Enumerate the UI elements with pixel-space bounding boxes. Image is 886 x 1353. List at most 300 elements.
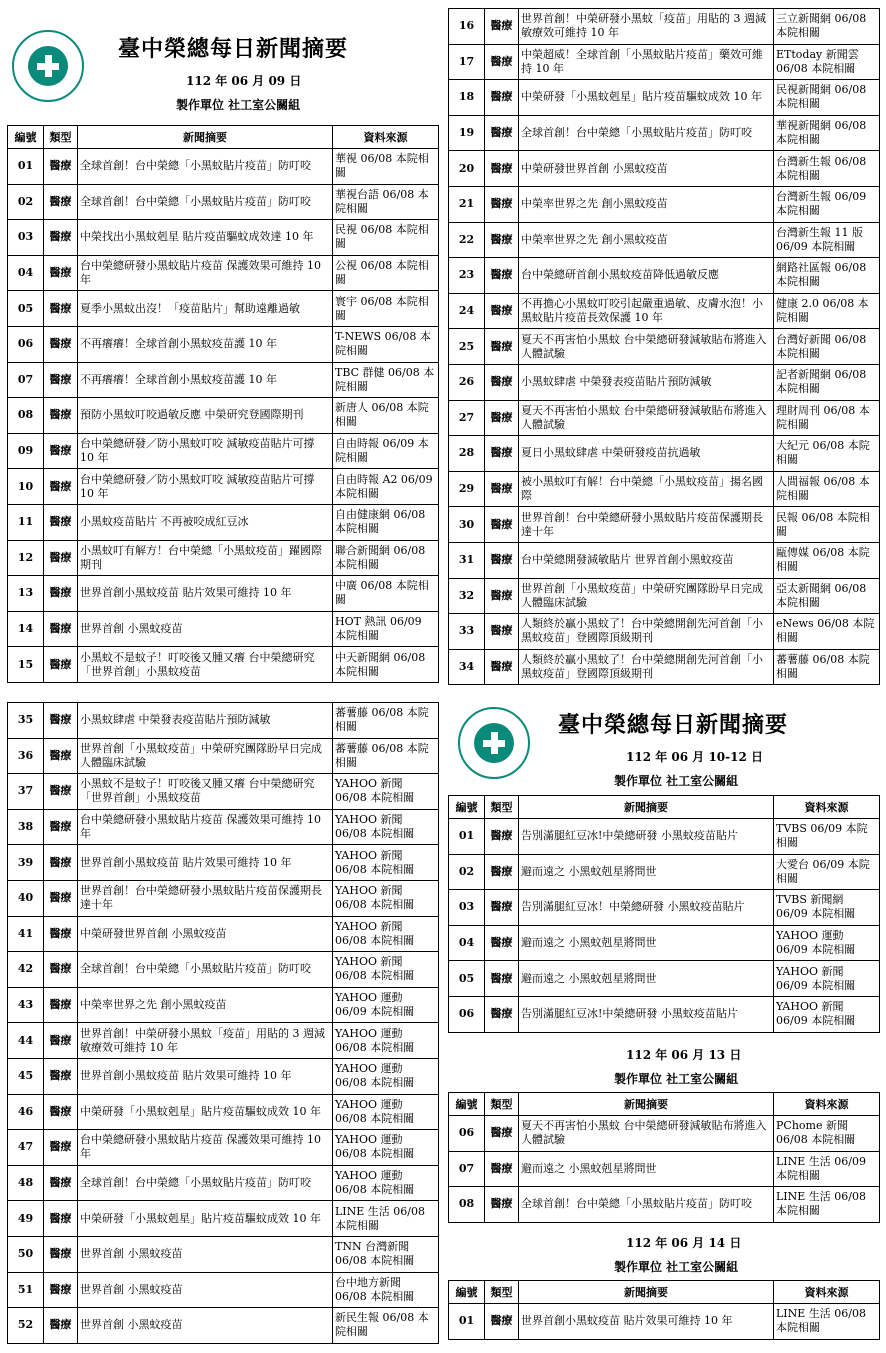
table-row [449, 222, 880, 258]
table-row [449, 80, 880, 116]
table-row [8, 504, 439, 540]
hospital-logo [12, 30, 84, 102]
news-source: HOT 熱訊 06/09 本院相關 [333, 611, 439, 647]
col-num: 編號 [8, 126, 44, 149]
news-category: 醫療 [485, 222, 519, 258]
col-summary: 新聞摘要 [78, 126, 333, 149]
table-row [8, 703, 439, 739]
table-row [449, 614, 880, 650]
news-summary: 世界首創！中榮研發小黑蚊「疫苗」用貼的 3 週減敏療效可維持 10 年 [78, 1023, 333, 1059]
news-source: 自由時報 06/09 本院相關 [333, 433, 439, 469]
news-summary: 世界首創！台中榮總研發小黑蚊貼片疫苗保護期長達十年 [78, 880, 333, 916]
news-category: 醫療 [485, 329, 519, 365]
production-unit-4: 製作單位 社工室公關組 [614, 1260, 739, 1274]
news-source: YAHOO 運動 06/08 本院相關 [333, 1058, 439, 1094]
table-row [8, 362, 439, 398]
news-number: 08 [449, 1187, 485, 1223]
news-source: YAHOO 運動 06/09 本院相關 [333, 987, 439, 1023]
news-category: 醫療 [485, 890, 519, 926]
news-number: 41 [8, 916, 44, 952]
news-source: 甌傳媒 06/08 本院相關 [774, 542, 880, 578]
table-row [8, 1130, 439, 1166]
table-row [8, 220, 439, 256]
news-number: 03 [449, 890, 485, 926]
news-category: 醫療 [44, 952, 78, 988]
news-source: LINE 生活 06/08 本院相關 [333, 1201, 439, 1237]
news-summary: 中榮研發世界首創 小黑蚊疫苗 [78, 916, 333, 952]
news-summary: 避而遠之 小黑蚊剋星將問世 [519, 1151, 774, 1187]
news-source: 華視新聞網 06/08 本院相關 [774, 115, 880, 151]
news-number: 33 [449, 614, 485, 650]
news-category: 醫療 [44, 220, 78, 256]
news-category: 醫療 [44, 1058, 78, 1094]
table-row [8, 1058, 439, 1094]
news-category: 醫療 [485, 854, 519, 890]
news-summary: 台中榮總開發減敏貼片 世界首創小黑蚊疫苗 [519, 542, 774, 578]
news-summary: 世界首創！中榮研發小黑蚊「疫苗」用貼的 3 週減敏療效可維持 10 年 [519, 9, 774, 45]
news-source: 民視 06/08 本院相關 [333, 220, 439, 256]
col-source: 資料來源 [333, 126, 439, 149]
news-summary: 全球首創！台中榮總「小黑蚊貼片疫苗」防叮咬 [519, 1187, 774, 1223]
news-source: 記者新聞網 06/08 本院相關 [774, 364, 880, 400]
table-row [449, 890, 880, 926]
news-category: 醫療 [44, 433, 78, 469]
news-category: 醫療 [44, 326, 78, 362]
news-summary: 世界首創「小黑蚊疫苗」中榮研究團隊盼早日完成人體臨床試驗 [519, 578, 774, 614]
table-row [449, 471, 880, 507]
news-summary: 小黑蚊疫苗貼片 不再被咬成紅豆冰 [78, 504, 333, 540]
production-unit: 製作單位 社工室公關組 [176, 98, 301, 112]
news-table-d [448, 795, 880, 1033]
news-summary: 小黑蚊肆虐 中榮發表疫苗貼片預防減敏 [519, 364, 774, 400]
news-source: 聯合新聞網 06/08 本院相關 [333, 540, 439, 576]
news-category: 醫療 [44, 1023, 78, 1059]
table-row [449, 186, 880, 222]
news-summary: 世界首創！台中榮總研發小黑蚊貼片疫苗保護期長達十年 [519, 507, 774, 543]
news-number: 04 [8, 255, 44, 291]
table-row [449, 1304, 880, 1340]
news-summary: 中榮率世界之先 創小黑蚊疫苗 [519, 222, 774, 258]
news-category: 醫療 [485, 151, 519, 187]
news-summary: 中榮研發「小黑蚊剋星」貼片疫苗驅蚊成效 10 年 [78, 1094, 333, 1130]
table-row [8, 774, 439, 810]
news-number: 10 [8, 469, 44, 505]
news-number: 28 [449, 436, 485, 472]
news-category: 醫療 [44, 987, 78, 1023]
news-summary: 人類終於贏小黑蚊了！台中榮總開創先河首創「小黑蚊疫苗」登國際頂級期刊 [519, 614, 774, 650]
col-num: 編號 [449, 796, 485, 819]
table-row [449, 329, 880, 365]
news-summary: 台中榮總研發小黑蚊貼片疫苗 保護效果可維持 10 年 [78, 1130, 333, 1166]
news-category: 醫療 [44, 1272, 78, 1308]
table-row [8, 1023, 439, 1059]
news-number: 11 [8, 504, 44, 540]
news-number: 03 [8, 220, 44, 256]
news-category: 醫療 [485, 80, 519, 116]
news-summary: 全球首創！台中榮總「小黑蚊貼片疫苗」防叮咬 [78, 184, 333, 220]
news-summary: 台中榮總研發小黑蚊貼片疫苗 保護效果可維持 10 年 [78, 809, 333, 845]
news-source: TBC 群健 06/08 本院相關 [333, 362, 439, 398]
news-summary: 世界首創 小黑蚊疫苗 [78, 611, 333, 647]
news-table-b [448, 8, 880, 685]
news-source: 理財周刊 06/08 本院相關 [774, 400, 880, 436]
news-summary: 中榮研發世界首創 小黑蚊疫苗 [519, 151, 774, 187]
news-number: 20 [449, 151, 485, 187]
news-source: YAHOO 運動 06/08 本院相關 [333, 1130, 439, 1166]
col-source: 資料來源 [774, 1281, 880, 1304]
news-number: 45 [8, 1058, 44, 1094]
news-summary: 全球首創！台中榮總「小黑蚊貼片疫苗」防叮咬 [519, 115, 774, 151]
news-summary: 中榮率世界之先 創小黑蚊疫苗 [519, 186, 774, 222]
news-number: 13 [8, 576, 44, 612]
news-category: 醫療 [485, 578, 519, 614]
table-row [8, 433, 439, 469]
news-category: 醫療 [485, 507, 519, 543]
news-number: 40 [8, 880, 44, 916]
news-category: 醫療 [44, 809, 78, 845]
news-category: 醫療 [44, 647, 78, 683]
table-row [8, 540, 439, 576]
news-summary: 夏日小黑蚊肆虐 中榮研發疫苗抗過敏 [519, 436, 774, 472]
table-row [8, 398, 439, 434]
news-source: 大紀元 06/08 本院相關 [774, 436, 880, 472]
news-number: 29 [449, 471, 485, 507]
news-category: 醫療 [44, 738, 78, 774]
news-source: YAHOO 新聞 06/08 本院相關 [333, 845, 439, 881]
news-summary: 被小黑蚊叮有解！台中榮總「小黑蚊疫苗」揚名國際 [519, 471, 774, 507]
news-category: 醫療 [485, 1304, 519, 1340]
news-number: 46 [8, 1094, 44, 1130]
news-category: 醫療 [485, 258, 519, 294]
news-summary: 世界首創 小黑蚊疫苗 [78, 1308, 333, 1344]
news-category: 醫療 [44, 469, 78, 505]
news-number: 01 [8, 149, 44, 185]
table-row [449, 996, 880, 1032]
news-number: 06 [449, 1116, 485, 1152]
news-summary: 不再癢癢！全球首創小黑蚊疫苗護 10 年 [78, 326, 333, 362]
news-summary: 告別滿腿紅豆冰!中榮總研發 小黑蚊疫苗貼片 [519, 819, 774, 855]
table-row [8, 149, 439, 185]
table-row [8, 576, 439, 612]
production-unit-2: 製作單位 社工室公關組 [614, 774, 739, 788]
news-category: 醫療 [485, 186, 519, 222]
table-row [449, 507, 880, 543]
news-number: 19 [449, 115, 485, 151]
news-category: 醫療 [485, 9, 519, 45]
news-number: 27 [449, 400, 485, 436]
hospital-logo-2 [458, 707, 530, 779]
news-category: 醫療 [44, 576, 78, 612]
news-summary: 台中榮總研首創小黑蚊疫苗降低過敏反應 [519, 258, 774, 294]
news-category: 醫療 [44, 774, 78, 810]
table-row [449, 436, 880, 472]
news-summary: 告別滿腿紅豆冰!中榮總研發 小黑蚊疫苗貼片 [519, 996, 774, 1032]
news-source: 蕃薯藤 06/08 本院相關 [333, 738, 439, 774]
news-number: 02 [8, 184, 44, 220]
news-source: 健康 2.0 06/08 本院相關 [774, 293, 880, 329]
news-number: 43 [8, 987, 44, 1023]
news-summary: 台中榮總研發／防小黑蚊叮咬 減敏疫苗貼片可撐 10 年 [78, 469, 333, 505]
news-summary: 避而遠之 小黑蚊剋星將問世 [519, 925, 774, 961]
news-number: 17 [449, 44, 485, 80]
news-source: 台灣新生報 06/09 本院相關 [774, 186, 880, 222]
table-row [449, 258, 880, 294]
news-number: 18 [449, 80, 485, 116]
news-source: 民報 06/08 本院相關 [774, 507, 880, 543]
news-number: 49 [8, 1201, 44, 1237]
news-number: 01 [449, 1304, 485, 1340]
news-category: 醫療 [485, 293, 519, 329]
news-number: 38 [8, 809, 44, 845]
news-category: 醫療 [485, 542, 519, 578]
table-row [8, 647, 439, 683]
news-source: ETtoday 新聞雲 06/08 本院相關 [774, 44, 880, 80]
news-source: YAHOO 新聞 06/08 本院相關 [333, 774, 439, 810]
table-row [449, 819, 880, 855]
col-summary: 新聞摘要 [519, 1281, 774, 1304]
news-number: 42 [8, 952, 44, 988]
news-summary: 小黑蚊不是蚊子！叮咬後又腫又癢 台中榮總研究「世界首創」小黑蚊疫苗 [78, 774, 333, 810]
news-summary: 全球首創！台中榮總「小黑蚊貼片疫苗」防叮咬 [78, 149, 333, 185]
news-number: 25 [449, 329, 485, 365]
news-source: 人間福報 06/08 本院相關 [774, 471, 880, 507]
news-summary: 中榮研發「小黑蚊剋星」貼片疫苗驅蚊成效 10 年 [519, 80, 774, 116]
table-row [8, 1165, 439, 1201]
news-summary: 不再癢癢！全球首創小黑蚊疫苗護 10 年 [78, 362, 333, 398]
table-row [8, 291, 439, 327]
table-row [449, 925, 880, 961]
production-unit-3: 製作單位 社工室公關組 [614, 1072, 739, 1086]
news-category: 醫療 [485, 614, 519, 650]
news-summary: 全球首創！台中榮總「小黑蚊貼片疫苗」防叮咬 [78, 952, 333, 988]
news-summary: 夏天不再害怕小黑蚊 台中榮總研發減敏貼布將進入人體試驗 [519, 329, 774, 365]
news-category: 醫療 [44, 149, 78, 185]
news-source: LINE 生活 06/08 本院相關 [774, 1304, 880, 1340]
news-category: 醫療 [44, 880, 78, 916]
news-source: YAHOO 運動 06/09 本院相關 [774, 925, 880, 961]
news-number: 30 [449, 507, 485, 543]
table-row [449, 961, 880, 997]
news-number: 01 [449, 819, 485, 855]
table-row [8, 880, 439, 916]
news-table-f [448, 1280, 880, 1340]
news-number: 24 [449, 293, 485, 329]
news-summary: 避而遠之 小黑蚊剋星將問世 [519, 854, 774, 890]
news-number: 47 [8, 1130, 44, 1166]
news-number: 23 [449, 258, 485, 294]
news-category: 醫療 [485, 471, 519, 507]
news-category: 醫療 [44, 1308, 78, 1344]
news-source: 台灣新生報 11 版 06/09 本院相關 [774, 222, 880, 258]
news-category: 醫療 [44, 504, 78, 540]
news-source: TNN 台灣新聞 06/08 本院相關 [333, 1236, 439, 1272]
table-row [8, 469, 439, 505]
news-source: 華視 06/08 本院相關 [333, 149, 439, 185]
news-source: YAHOO 運動 06/08 本院相關 [333, 1023, 439, 1059]
table-row [8, 184, 439, 220]
news-number: 36 [8, 738, 44, 774]
news-category: 醫療 [485, 436, 519, 472]
news-category: 醫療 [485, 925, 519, 961]
news-summary: 小黑蚊叮有解方！台中榮總「小黑蚊疫苗」躍國際期刊 [78, 540, 333, 576]
news-summary: 告別滿腿紅豆冰！中榮總研發 小黑蚊疫苗貼片 [519, 890, 774, 926]
col-cat: 類型 [44, 126, 78, 149]
page-title-2: 臺中榮總每日新聞摘要 [558, 712, 789, 738]
news-summary: 夏天不再害怕小黑蚊 台中榮總研發減敏貼布將進入人體試驗 [519, 1116, 774, 1152]
news-source: 中廣 06/08 本院相關 [333, 576, 439, 612]
table-row [8, 845, 439, 881]
table-row [8, 738, 439, 774]
table-row [449, 1151, 880, 1187]
table-row [8, 1201, 439, 1237]
news-category: 醫療 [485, 44, 519, 80]
news-number: 08 [8, 398, 44, 434]
news-category: 醫療 [485, 996, 519, 1032]
col-source: 資料來源 [774, 796, 880, 819]
table-row [449, 115, 880, 151]
news-summary: 中榮超威！全球首創「小黑蚊貼片疫苗」藥效可維持 10 年 [519, 44, 774, 80]
news-summary: 全球首創！台中榮總「小黑蚊貼片疫苗」防叮咬 [78, 1165, 333, 1201]
table-row [8, 1094, 439, 1130]
news-source: 自由健康網 06/08 本院相關 [333, 504, 439, 540]
news-source: 台灣好新聞 06/08 本院相關 [774, 329, 880, 365]
table-row [449, 854, 880, 890]
table-row [449, 1116, 880, 1152]
news-number: 22 [449, 222, 485, 258]
news-number: 02 [449, 854, 485, 890]
news-source: 台灣新生報 06/08 本院相關 [774, 151, 880, 187]
news-table-a [7, 125, 439, 683]
table-row [449, 9, 880, 45]
news-summary: 避而遠之 小黑蚊剋星將問世 [519, 961, 774, 997]
col-cat: 類型 [485, 1281, 519, 1304]
news-summary: 夏季小黑蚊出沒！「疫苗貼片」幫助遠離過敏 [78, 291, 333, 327]
news-number: 37 [8, 774, 44, 810]
table-row [449, 649, 880, 685]
news-category: 醫療 [44, 703, 78, 739]
news-summary: 中榮率世界之先 創小黑蚊疫苗 [78, 987, 333, 1023]
news-category: 醫療 [485, 115, 519, 151]
news-summary: 夏天不再害怕小黑蚊 台中榮總研發減敏貼布將進入人體試驗 [519, 400, 774, 436]
page-title: 臺中榮總每日新聞摘要 [118, 36, 349, 62]
news-number: 05 [8, 291, 44, 327]
report-date: 112 年 06 月 09 日 [186, 74, 302, 88]
table-row [8, 952, 439, 988]
news-summary: 台中榮總研發小黑蚊貼片疫苗 保護效果可維持 10 年 [78, 255, 333, 291]
news-category: 醫療 [44, 291, 78, 327]
news-source: TVBS 新聞網 06/09 本院相關 [774, 890, 880, 926]
news-source: LINE 生活 06/09 本院相關 [774, 1151, 880, 1187]
table-row [449, 151, 880, 187]
news-source: 蕃薯藤 06/08 本院相關 [774, 649, 880, 685]
table-row [449, 400, 880, 436]
news-category: 醫療 [485, 961, 519, 997]
table-header-row [449, 796, 880, 819]
news-source: YAHOO 運動 06/08 本院相關 [333, 1094, 439, 1130]
news-source: 新民生報 06/08 本院相關 [333, 1308, 439, 1344]
news-category: 醫療 [485, 819, 519, 855]
news-source: YAHOO 新聞 06/09 本院相關 [774, 996, 880, 1032]
news-summary: 世界首創小黑蚊疫苗 貼片效果可維持 10 年 [78, 576, 333, 612]
table-row [8, 916, 439, 952]
news-category: 醫療 [44, 362, 78, 398]
news-number: 34 [449, 649, 485, 685]
news-source: 亞太新聞網 06/08 本院相關 [774, 578, 880, 614]
news-number: 12 [8, 540, 44, 576]
table-row [8, 255, 439, 291]
news-summary: 世界首創小黑蚊疫苗 貼片效果可維持 10 年 [78, 1058, 333, 1094]
col-cat: 類型 [485, 1093, 519, 1116]
news-summary: 世界首創小黑蚊疫苗 貼片效果可維持 10 年 [519, 1304, 774, 1340]
table-row [449, 542, 880, 578]
news-table-e [448, 1092, 880, 1223]
news-category: 醫療 [44, 1094, 78, 1130]
news-source: 台中地方新聞 06/08 本院相關 [333, 1272, 439, 1308]
news-number: 52 [8, 1308, 44, 1344]
news-source: 華視台語 06/08 本院相關 [333, 184, 439, 220]
table-row [449, 293, 880, 329]
news-source: 新唐人 06/08 本院相關 [333, 398, 439, 434]
news-category: 醫療 [44, 916, 78, 952]
news-number: 16 [449, 9, 485, 45]
news-category: 醫療 [44, 540, 78, 576]
news-source: YAHOO 新聞 06/08 本院相關 [333, 809, 439, 845]
news-summary: 世界首創 小黑蚊疫苗 [78, 1272, 333, 1308]
news-number: 32 [449, 578, 485, 614]
news-source: 公視 06/08 本院相關 [333, 255, 439, 291]
table-row [449, 578, 880, 614]
table-row [449, 364, 880, 400]
news-source: LINE 生活 06/08 本院相關 [774, 1187, 880, 1223]
table-row [8, 809, 439, 845]
news-category: 醫療 [44, 1201, 78, 1237]
col-summary: 新聞摘要 [519, 1093, 774, 1116]
news-number: 05 [449, 961, 485, 997]
news-category: 醫療 [44, 255, 78, 291]
table-row [8, 1308, 439, 1344]
news-summary: 預防小黑蚊叮咬過敏反應 中榮研究登國際期刊 [78, 398, 333, 434]
col-summary: 新聞摘要 [519, 796, 774, 819]
table-row [8, 326, 439, 362]
news-table-c [7, 702, 439, 1344]
news-number: 31 [449, 542, 485, 578]
news-source: eNews 06/08 本院相關 [774, 614, 880, 650]
col-num: 編號 [449, 1281, 485, 1304]
news-category: 醫療 [485, 1151, 519, 1187]
news-number: 21 [449, 186, 485, 222]
table-header-row [449, 1281, 880, 1304]
news-source: YAHOO 新聞 06/08 本院相關 [333, 880, 439, 916]
news-summary: 世界首創小黑蚊疫苗 貼片效果可維持 10 年 [78, 845, 333, 881]
news-category: 醫療 [44, 611, 78, 647]
table-row [8, 1236, 439, 1272]
news-source: 大愛台 06/09 本院相關 [774, 854, 880, 890]
news-number: 50 [8, 1236, 44, 1272]
news-source: 蕃薯藤 06/08 本院相關 [333, 703, 439, 739]
news-number: 44 [8, 1023, 44, 1059]
news-source: YAHOO 新聞 06/09 本院相關 [774, 961, 880, 997]
news-number: 39 [8, 845, 44, 881]
news-summary: 人類終於贏小黑蚊了！台中榮總開創先河首創「小黑蚊疫苗」登國際頂級期刊 [519, 649, 774, 685]
news-source: YAHOO 運動 06/08 本院相關 [333, 1165, 439, 1201]
table-header-row [449, 1093, 880, 1116]
news-number: 06 [8, 326, 44, 362]
news-number: 06 [449, 996, 485, 1032]
news-source: 寰宇 06/08 本院相關 [333, 291, 439, 327]
news-number: 07 [8, 362, 44, 398]
news-summary: 小黑蚊肆虐 中榮發表疫苗貼片預防減敏 [78, 703, 333, 739]
news-category: 醫療 [44, 398, 78, 434]
